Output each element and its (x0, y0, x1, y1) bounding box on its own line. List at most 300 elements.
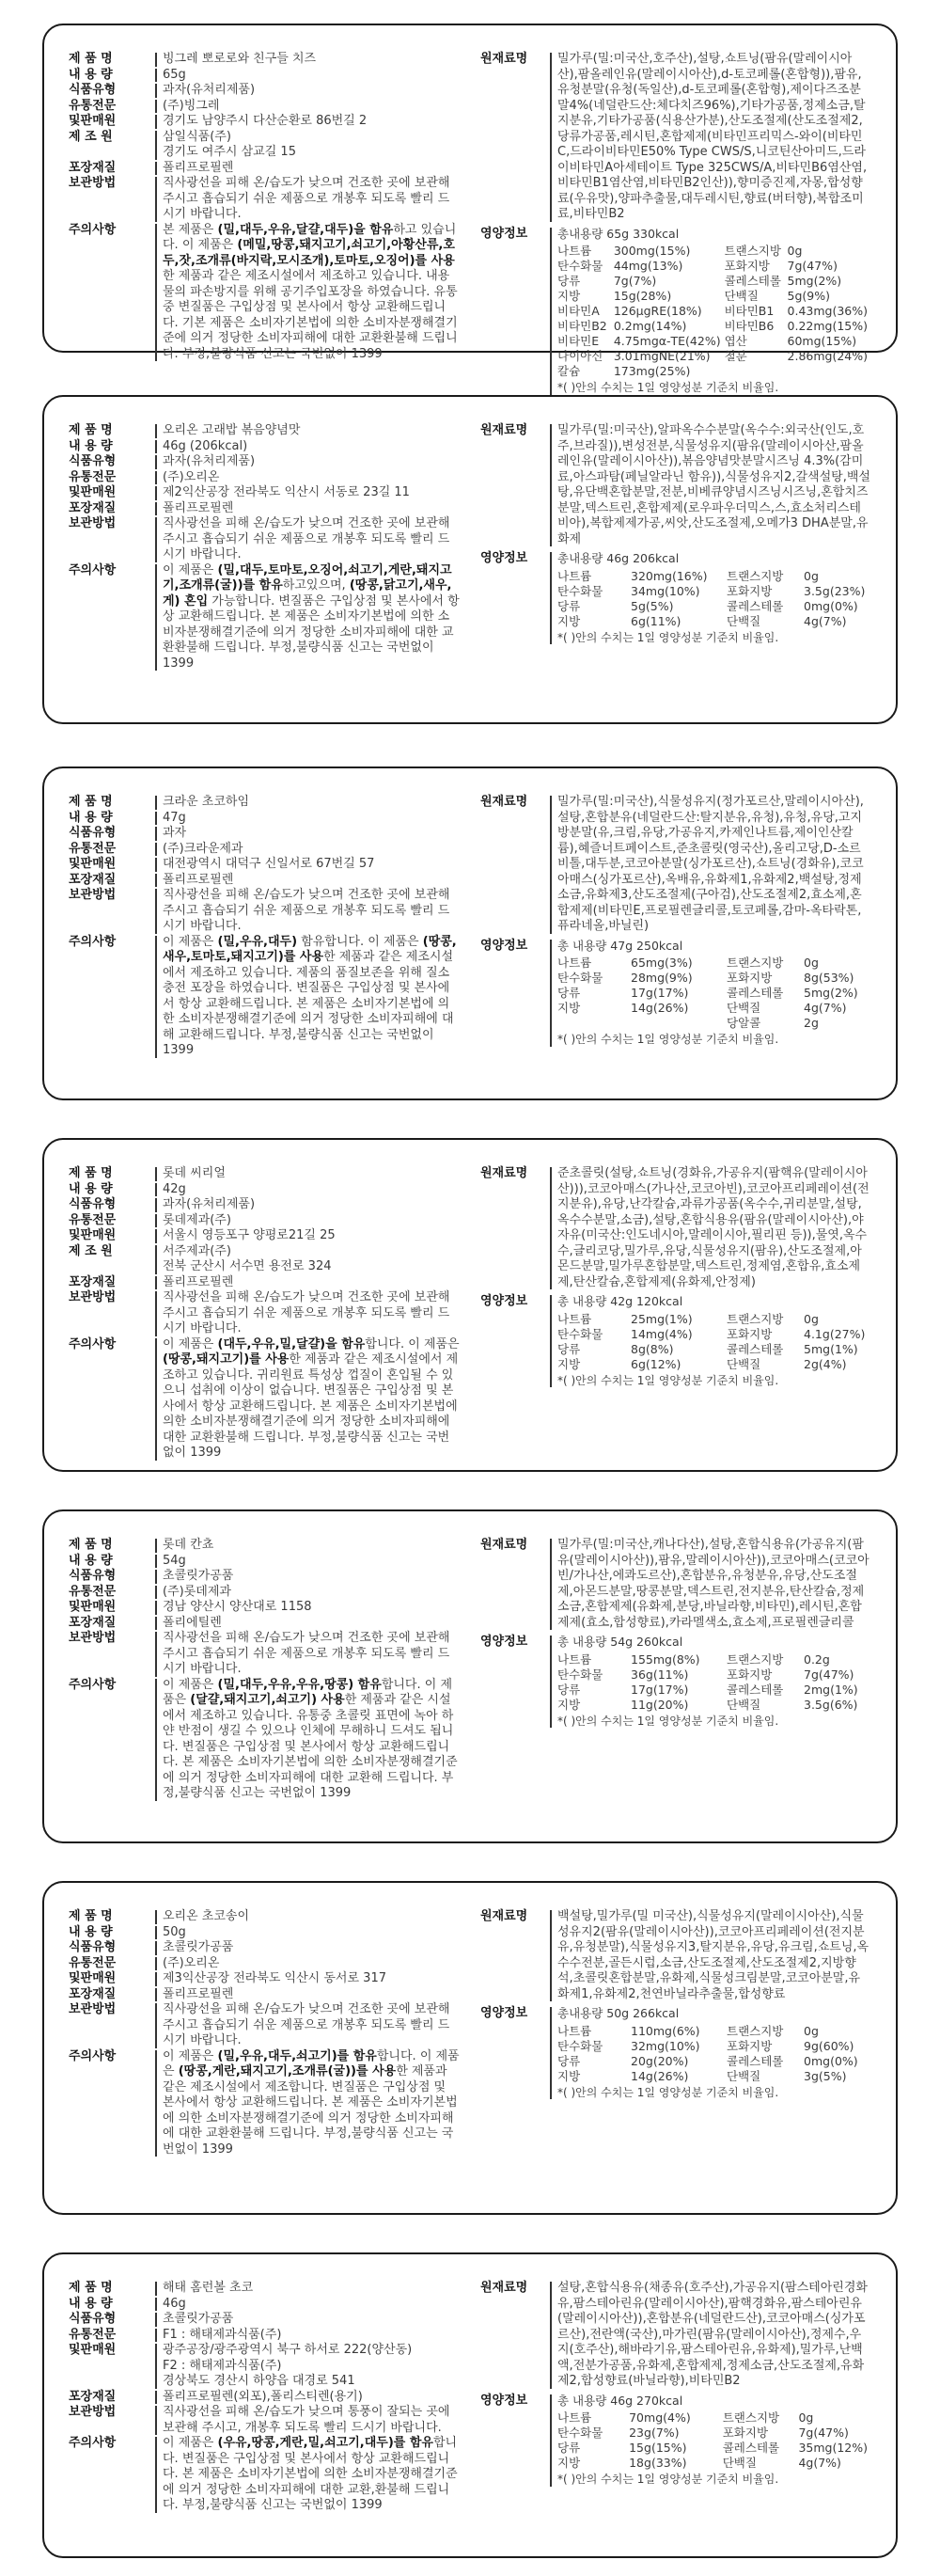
nutrient-value: 14g(26%) (631, 2068, 689, 2083)
nutrient-name: 나트륨 (557, 2023, 592, 2038)
field-label: 포장재질 (69, 2389, 117, 2404)
label-divider (155, 471, 157, 485)
field-value: 초콜릿가공품 (163, 1569, 234, 1583)
nutrition-label: 영양정보 (480, 1294, 528, 1308)
nutrition-header: 총 내용량 46g 270kcal (557, 2393, 683, 2408)
nutrient-name: 콜레스테롤 (727, 598, 784, 613)
nutrition-header: 총내용량 46g 206kcal (557, 551, 680, 565)
label-divider (155, 858, 157, 872)
nutrient-value: 17g(17%) (631, 1682, 689, 1697)
field-value: 직사광선을 피해 온/습도가 낮으며 통풍이 잘되는 곳에 보관해 주시고, 개봉후 되도록 빨리 드시기 바랍니다. (163, 2405, 450, 2435)
field-value: 오리온 고래밥 볶음양념맛 (163, 423, 301, 437)
field-value: 대전광역시 대덕구 신일서로 67번길 57 (163, 857, 375, 871)
label-divider (155, 1539, 157, 1553)
field-label: 제 품 명 (69, 1909, 113, 1923)
nutrition-table-row (557, 971, 862, 986)
ingredients-text: 백설탕,밀가루(밀 미국산),식물성유지(말레이시아산),식물성유지2(팜유(말레이시아산)),코코아프리페레이션(전지분유,유청분말),식물성유지3,탈지분유,유당,유크림,쇼트닝,옥수수전분,골든시럽,소금,산도조절제,산도조절제2,지방향석,초콜릿혼합분말,유화제,식물성크림분말,코코아분말,유화제1,유화제2,천연바닐라추출물,합성향료 (557, 1909, 870, 2001)
label-divider (550, 940, 552, 1047)
field-value: 46g (163, 2296, 186, 2311)
ingredients-text: 밀가루(밀:미국산,캐나다산),설탕,혼합식용유(가공유지(팜유(말레이시아산)),팜유,말레이시아산)),코코아매스(코코아빈/가나산,에콰도르산),혼합분유,유청분유,유당,산도조절제,아몬드분말,땅콩분말,덱스트린,전지분유,탄산칼슘,정제소금,혼합제제(유화제,분당,바닐라향,비타민),레시틴,혼합제제(효소,합성향료),카라멜색소,효소제,프로필렌글리콜 (557, 1538, 870, 1630)
nutrition-label: 영양정보 (480, 226, 528, 241)
field-label: 보관방법 (69, 516, 117, 530)
label-divider (550, 552, 552, 644)
nutrient-value: 60mg(15%) (787, 334, 857, 348)
nutrient-value: 320mg(16%) (631, 568, 708, 583)
product-info-column (69, 423, 460, 703)
label-divider (155, 424, 157, 438)
nutrient-value: 2g(4%) (804, 1356, 847, 1371)
info-row (69, 501, 460, 517)
label-divider (155, 812, 157, 826)
field-value: 직사광선을 피해 온/습도가 낮으며 건조한 곳에 보관해 주시고 흡습되기 쉬운 제품으로 개봉후 되도록 빨리 드시기 바랍니다. (163, 888, 450, 933)
nutrition-label: 영양정보 (480, 2393, 528, 2408)
nutrient-name: 지방 (557, 613, 581, 628)
nutrient-name: 포화지방 (722, 2426, 769, 2440)
nutrition-block (557, 1635, 871, 1729)
info-row (69, 1940, 460, 1956)
nutrient-value: 300mg(15%) (613, 244, 691, 258)
label-divider (155, 843, 157, 857)
label-divider (155, 162, 157, 176)
label-divider (550, 2394, 552, 2487)
nutrient-value: 20g(20%) (631, 2053, 689, 2068)
info-row (69, 516, 460, 563)
info-row (69, 223, 460, 363)
daily-value-note: *( )안의 수치는 1일 영양성분 기준치 비율임. (557, 1714, 779, 1728)
label-divider (155, 440, 157, 454)
nutrition-table (557, 2410, 871, 2471)
field-value: 42g (163, 1181, 186, 1196)
ingredients-text: 준초콜릿(설탕,쇼트닝(경화유,가공유지(팜핵유(말레이시아산))),코코아매스(가나산,코코아빈),코코아프리페레이션(전지분유),유당,난각칼슘,과류가공품(옥수수,귀리분말,설탕,옥수수분말,소금),설탕,혼합식용유(팜유(말레이시아산),야자유(미국산:인도네시아,말레이시아,필리핀 등)),물엿,옥수수,글리코당,밀가루,유당,식물성유지(팜유),산도조절제,아몬드분말,밀가루혼합분말,덱스트린,정제염,혼합유,효소제제,탄산칼슘,혼합제제(유화제,안정제) (557, 1166, 870, 1289)
info-row (69, 1971, 460, 1987)
label-divider (155, 455, 157, 469)
field-label: 포장재질 (69, 1986, 117, 2001)
nutrient-name: 지방 (557, 1697, 581, 1712)
field-label: 식품유형 (69, 83, 117, 97)
info-row (69, 1213, 460, 1229)
label-divider (155, 1586, 157, 1600)
nutrient-value: 0.2mg(14%) (613, 319, 687, 333)
label-divider (155, 2313, 157, 2327)
field-label: 제 품 명 (69, 2281, 113, 2295)
product-info-column (69, 1538, 460, 1823)
field-label: 주의사항 (69, 934, 117, 949)
nutrition-table-row (557, 364, 871, 379)
field-label: 보관방법 (69, 2405, 117, 2419)
ingredients-nutrition-column (480, 1166, 871, 1451)
product-card (42, 2252, 898, 2558)
info-row (69, 2343, 460, 2390)
label-divider (155, 1214, 157, 1228)
nutrient-value: 7g(7%) (613, 274, 657, 288)
ingredients-text: 설탕,혼합식용유(채종유(호주산),가공유지(팜스테아린경화유,팜스테아린유(말레이시아산),팜핵경화유,팜스테아린유(말레이시아산)),혼합분유(네덜란드산),코코아매스(싱가포르산),전란액(국산),마가린(팜유(말레이시아산),정제수,우지(호주산),해바라기유,팜스테아린유,유화제),밀가루,난백액,전분가공품,유화제,혼합제제,정제소금,산도조절제,유화제2,합성향료(바닐라향),비타민B2 (557, 2281, 868, 2388)
field-label: 유통전문 (69, 1955, 117, 1970)
field-label: 유통전문 (69, 1584, 117, 1599)
label-divider (155, 889, 157, 934)
nutrient-value: 0g (804, 568, 819, 583)
info-row (69, 1600, 460, 1616)
nutrient-name: 포화지방 (727, 1667, 773, 1682)
field-label: 제 품 명 (69, 795, 113, 809)
field-value: 이 제품은 (밀,우유,대두,쇠고기)를 함유합니다. 이 제품은 (땅콩,게란,돼지고기,조개류(굴))를 사용한 제품과 같은 제조시설에서 제조합니다. 변질품은 구입상점 및 본사에서 항상 교환해드립니다. 본 제품은 소비자기본법에 의한 소비자분쟁해결기준에 의거 정당한 소비자피해에 대한 교환환불해 드립니다. 부정,불량식품 신고는 국번없이 1399 (163, 2048, 460, 2157)
field-label: 제 조 원 (69, 1243, 113, 1258)
field-label: 및판매원 (69, 1228, 117, 1242)
info-row (69, 811, 460, 827)
field-value: 경기도 남양주시 다산순환로 86번길 2 (163, 114, 368, 128)
nutrient-name: 콜레스테롤 (722, 2441, 780, 2455)
field-label: 주의사항 (69, 1677, 117, 1692)
product-card (42, 395, 898, 724)
info-row (69, 423, 460, 439)
nutrition-table-row (557, 2039, 862, 2054)
nutrient-value: 0g (787, 244, 803, 258)
nutrient-value: 11g(20%) (631, 1697, 689, 1712)
allergen-highlight: (밀,우유,대두) (217, 934, 298, 949)
label-divider (550, 1295, 552, 1387)
field-value: 초콜릿가공품 (163, 1940, 234, 1954)
nutrient-name: 탄수화물 (557, 2426, 603, 2440)
nutrition-table-row (557, 334, 871, 349)
field-value: (주)롯데제과 (163, 1584, 231, 1599)
ingredients-text: 밀가루(밀:미국산),식물성유지(정가포르산,말레이시아산),설탕,혼합분유(네덜란드산:탈지분유,유청),유청,유당,고지방분말(유,크림,유당,가공유지,카제인나트륨,제이인산칼륨),혜즐너트페이스트,준초콜릿(영국산),올리고당,D-소르비톨,대두분,코코아분말(싱가포르산),쇼트닝(경화유),코코아매스(싱가포르산),옥배유,유화제1,유화제2,백설탕,정제소금,유화제3,산도조절제(구아검),산도조절제2,효소제,혼합제제(비타민E,프로필렌글리콜,토코페롤,감마-옥타락톤,퓨라네올,바닐린) (557, 795, 864, 933)
nutrient-name: 단백질 (727, 1697, 761, 1712)
nutrition-table-row (557, 304, 871, 319)
field-label: 내 용 량 (69, 1181, 113, 1196)
nutrient-name: 단백질 (727, 613, 761, 628)
label-divider (155, 2003, 157, 2048)
label-divider (155, 1276, 157, 1290)
allergen-highlight: (달걀,돼지고기,쇠고기) 사용 (190, 1693, 345, 1707)
info-row (69, 454, 460, 470)
ingredients-row (480, 1909, 871, 2002)
nutrient-value: 3.01mgNE(21%) (613, 349, 711, 363)
nutrient-value: 5g(9%) (787, 289, 830, 303)
nutrient-name: 비타민B6 (724, 319, 775, 333)
info-row (69, 1538, 460, 1554)
nutrition-header: 총내용량 50g 266kcal (557, 2006, 680, 2020)
nutrition-table-row (557, 986, 862, 1001)
label-divider (550, 53, 552, 222)
field-label: 내 용 량 (69, 1924, 113, 1939)
nutrient-value: 5mg(1%) (804, 1341, 858, 1356)
field-value: 크라운 초코하임 (163, 795, 250, 809)
field-label: 식품유형 (69, 454, 117, 468)
nutrient-value: 8g(8%) (631, 1341, 674, 1356)
nutrient-name: 당류 (557, 274, 581, 288)
field-label: 보관방법 (69, 888, 117, 902)
label-divider (155, 1570, 157, 1584)
nutrition-table-row (557, 2456, 871, 2471)
nutrient-value: 8g(53%) (804, 971, 854, 985)
nutrition-row (480, 227, 871, 396)
nutrient-value: 65mg(3%) (631, 956, 693, 970)
nutrient-value: 70mg(4%) (629, 2410, 691, 2425)
label-divider (155, 1988, 157, 2002)
nutrition-block (557, 551, 871, 645)
label-divider (155, 131, 157, 160)
field-value: 광주공장/광주광역시 북구 하서로 222(양산동) F2 : 해태제과식품(주) 경상북도 경산시 하양읍 대경로 541 (163, 2343, 413, 2388)
label-divider (155, 1601, 157, 1615)
ingredients-row (480, 1538, 871, 1631)
field-value: 과자(유처리제품) (163, 83, 256, 97)
nutrient-name: 포화지방 (727, 1326, 773, 1341)
field-value: 이 제품은 (밀,대두,토마토,오징어,쇠고기,게란,돼지고기,조개류(굴))를 함유하고있으며, (땅콩,닭고기,새우,게) 혼입 가능합니다. 변질품은 구입상점 및 본사에서 항상 교환해드립니다. 본 제품은 소비자기본법에 의한 소비자분쟁해결기준에 의거 정당한 소비자피해에 대한 교환환불해 드립니다. 부정,불량식품 신고는 국번없이 1399 (163, 562, 460, 671)
nutrition-block (557, 227, 871, 396)
nutrient-name: 트랜스지방 (727, 568, 784, 583)
nutrient-name: 트랜스지방 (722, 2410, 780, 2425)
nutrition-table-row (557, 1342, 869, 1357)
label-divider (155, 2050, 157, 2157)
label-divider (155, 84, 157, 98)
field-label: 및판매원 (69, 1971, 117, 1985)
info-row (69, 1275, 460, 1291)
label-divider (155, 177, 157, 222)
ingredients-label: 원재료명 (480, 52, 528, 66)
nutrient-value: 4.75mgα-TE(42%) (613, 334, 721, 348)
label-divider (550, 1636, 552, 1728)
label-divider (155, 2329, 157, 2343)
nutrient-name: 당류 (557, 1341, 581, 1356)
field-label: 내 용 량 (69, 438, 113, 453)
product-info-column (69, 1166, 460, 1460)
nutrition-table-row (557, 2426, 871, 2441)
field-value: (주)오리온 (163, 469, 220, 484)
nutrition-row (480, 2006, 871, 2100)
field-value: 삼일식품(주) 경기도 여주시 삼교길 15 (163, 129, 296, 159)
nutrient-value: 4.1g(27%) (804, 1326, 866, 1341)
field-value: 폴리프로필렌(외포),폴리스티렌(용기) (163, 2389, 363, 2404)
allergen-highlight: (대두,우유,밀,달걀)을 함유 (217, 1336, 366, 1351)
nutrition-header: 총내용량 65g 330kcal (557, 226, 680, 241)
field-label: 유통전문 (69, 98, 117, 113)
nutrient-value: 0.2g (804, 1651, 830, 1667)
nutrition-label: 영양정보 (480, 551, 528, 565)
nutrient-name: 콜레스테롤 (727, 1682, 784, 1697)
nutrient-value: 155mg(8%) (631, 1651, 700, 1667)
info-row (69, 1197, 460, 1213)
field-label: 내 용 량 (69, 2296, 113, 2311)
ingredients-label: 원재료명 (480, 1909, 528, 1923)
info-row (69, 1585, 460, 1601)
allergen-highlight: (땅콩,게란,돼지고기,조개류(굴))를 사용 (178, 2064, 397, 2078)
product-card (42, 24, 898, 394)
nutrient-name: 당알콜 (727, 1016, 761, 1030)
nutrient-name: 단백질 (724, 289, 759, 303)
label-divider (550, 1910, 552, 2001)
info-row (69, 857, 460, 873)
field-label: 포장재질 (69, 1274, 117, 1289)
nutrient-name: 단백질 (727, 1001, 761, 1015)
daily-value-note: *( )안의 수치는 1일 영양성분 기준치 비율임. (557, 381, 779, 394)
nutrition-table (557, 2024, 862, 2084)
nutrient-name: 엽산 (724, 334, 747, 348)
nutrient-name: 나트륨 (557, 1651, 592, 1667)
allergen-highlight: (땅콩,돼지고기)를 사용 (163, 1352, 290, 1367)
field-label: 식품유형 (69, 1569, 117, 1583)
field-value: 직사광선을 피해 온/습도가 낮으며 건조한 곳에 보관해 주시고 흡습되기 쉬운 제품으로 개봉후 되도록 빨리 드시기 바랍니다. (163, 1631, 450, 1676)
nutrition-table (557, 1652, 862, 1713)
label-divider (155, 1183, 157, 1197)
allergen-highlight: (밀,대두,우유,달걀,대두)을 함유 (217, 222, 394, 237)
field-value: F1 : 해태제과식품(주) (163, 2327, 282, 2342)
field-label: 보관방법 (69, 2002, 117, 2016)
allergen-highlight: (밀,대두,토마토,오징어,쇠고기,게란,돼지고기,조개류(굴))를 함유 (163, 562, 452, 593)
field-label: 식품유형 (69, 826, 117, 840)
field-value: 과자(유처리제품) (163, 1197, 256, 1211)
info-row (69, 161, 460, 177)
nutrient-name: 지방 (557, 1001, 581, 1015)
info-row (69, 2436, 460, 2514)
nutrient-value: 3.5g(23%) (804, 583, 866, 598)
info-row (69, 176, 460, 223)
label-divider (155, 1291, 157, 1336)
nutrient-name: 나트륨 (557, 2410, 592, 2425)
nutrient-name: 트랜스지방 (727, 2023, 784, 2038)
field-value: 직사광선을 피해 온/습도가 낮으며 건조한 곳에 보관해 주시고 흡습되기 쉬운 제품으로 개봉후 되도록 빨리 드시기 바랍니다. (163, 516, 450, 561)
info-row (69, 1244, 460, 1275)
field-value: 47g (163, 810, 186, 825)
ingredients-row (480, 2281, 871, 2390)
nutrition-header: 총 내용량 47g 250kcal (557, 938, 683, 953)
ingredients-nutrition-column (480, 1909, 871, 2194)
info-row (69, 1909, 460, 1925)
nutrient-value: 3g(5%) (804, 2068, 847, 2083)
ingredients-label: 원재료명 (480, 423, 528, 437)
label-divider (155, 224, 157, 362)
nutrient-value: 23g(7%) (629, 2426, 680, 2440)
info-row (69, 795, 460, 811)
info-row (69, 130, 460, 161)
field-value: 제2익산공장 전라북도 익산시 서동로 23길 11 (163, 485, 410, 499)
nutrient-value: 7g(47%) (798, 2426, 849, 2440)
nutrient-name: 당류 (557, 986, 581, 1000)
field-value: 서주제과(주) 전북 군산시 서수면 용전로 324 (163, 1243, 332, 1273)
nutrition-table-row (557, 2441, 871, 2456)
label-divider (155, 1229, 157, 1243)
field-label: 주의사항 (69, 562, 117, 577)
info-row (69, 1166, 460, 1182)
nutrient-value: 14mg(4%) (631, 1326, 693, 1341)
field-value: 롯데 씨리얼 (163, 1166, 226, 1180)
nutrition-table-row (557, 1327, 869, 1342)
field-value: 서울시 영등포구 양평로21길 25 (163, 1228, 336, 1242)
label-divider (155, 517, 157, 562)
info-row (69, 873, 460, 889)
ingredients-row (480, 795, 871, 935)
info-row (69, 1569, 460, 1585)
info-row (69, 826, 460, 842)
nutrient-value: 0g (804, 956, 819, 970)
label-divider (550, 228, 552, 395)
nutrient-value: 5mg(2%) (787, 274, 842, 288)
ingredients-nutrition-column (480, 795, 871, 1080)
label-divider (155, 53, 157, 67)
field-value: 직사광선을 피해 온/습도가 낮으며 건조한 곳에 보관해 주시고 흡습되기 쉬운 제품으로 개봉후 되도록 빨리 드시기 바랍니다. (163, 1290, 450, 1335)
field-label: 식품유형 (69, 1197, 117, 1211)
ingredients-row (480, 423, 871, 547)
field-value: 해태 홈런볼 초코 (163, 2281, 254, 2295)
field-label: 유통전문 (69, 841, 117, 856)
info-row (69, 1925, 460, 1941)
info-row (69, 1631, 460, 1678)
label-divider (550, 796, 552, 934)
ingredients-label: 원재료명 (480, 1538, 528, 1552)
ingredients-nutrition-column (480, 52, 871, 394)
allergen-highlight: (메밀,땅콩,돼지고기,쇠고기,아황산류,호두,잣,조개류(바지락,모시조개),토마토,오징어)를 사용 (163, 238, 455, 268)
nutrient-name: 포화지방 (727, 583, 773, 598)
nutrition-table (557, 1312, 869, 1372)
nutrient-name: 지방 (557, 1356, 581, 1371)
label-divider (155, 1941, 157, 1955)
nutrient-value: 126μgRE(18%) (613, 304, 702, 318)
nutrient-name: 비타민B2 (557, 319, 607, 333)
info-row (69, 935, 460, 1059)
nutrient-value: 110mg(6%) (631, 2023, 700, 2038)
field-label: 보관방법 (69, 1290, 117, 1304)
nutrition-table-row (557, 1667, 862, 1683)
nutrient-name: 철분 (724, 349, 747, 363)
info-row (69, 2281, 460, 2297)
label-divider (155, 936, 157, 1058)
nutrient-name: 당류 (557, 2441, 581, 2455)
field-label: 내 용 량 (69, 67, 113, 82)
nutrient-value: 5g(5%) (631, 598, 674, 613)
info-row (69, 2312, 460, 2328)
nutrient-name: 탄수화물 (557, 1326, 603, 1341)
product-info-column (69, 2281, 460, 2537)
field-label: 식품유형 (69, 1940, 117, 1954)
info-row (69, 114, 460, 130)
nutrient-name (725, 364, 788, 379)
field-value: 롯데 칸쵸 (163, 1538, 214, 1552)
label-divider (155, 1338, 157, 1461)
ingredients-label: 원재료명 (480, 2281, 528, 2295)
nutrient-value: 15g(15%) (629, 2441, 687, 2455)
field-label: 주의사항 (69, 222, 117, 237)
field-label: 포장재질 (69, 872, 117, 887)
nutrient-name: 나트륨 (557, 956, 592, 970)
nutrient-name: 나트륨 (557, 568, 592, 583)
ingredients-nutrition-column (480, 423, 871, 703)
nutrient-value: 0.22mg(15%) (787, 319, 868, 333)
field-label: 보관방법 (69, 1631, 117, 1645)
label-divider (155, 2344, 157, 2389)
product-info-column (69, 52, 460, 361)
nutrient-value: 4g(7%) (804, 613, 847, 628)
nutrient-name: 단백질 (727, 1356, 761, 1371)
nutrient-name: 포화지방 (724, 259, 770, 273)
field-label: 내 용 량 (69, 1553, 113, 1568)
label-divider (155, 69, 157, 83)
ingredients-label: 원재료명 (480, 795, 528, 809)
field-label: 주의사항 (69, 1336, 117, 1351)
field-value: 65g (163, 67, 186, 82)
nutrient-value: 25mg(1%) (631, 1311, 693, 1326)
nutrient-value: 0mg(0%) (804, 598, 858, 613)
label-divider (155, 1167, 157, 1181)
label-divider (155, 1617, 157, 1631)
nutrition-table-row (557, 1357, 869, 1372)
label-divider (155, 874, 157, 888)
field-label: 제 품 명 (69, 423, 113, 437)
ingredients-text: 밀가루(밀:미국산,호주산),설탕,쇼트닝(팜유(말레이시아산),팜올레인유(말레이시아산),d-토코페롤(혼합형)),팜유,유청분말(유청(독일산),d-토코페롤(혼합형),제이다즈조분말4%(네덜란드산:체다치즈96%),기타가공품,정제소금,탈지분유,기타가공품(식용산가분),산도조절제(산도조절제2,당류가공품,레시틴,혼합제제(비타민프리믹스-와이(비타민C,드라이비타민E50% Type CWS/S,니코틴산아미드,드라이비타민A아세테이트 Type 325CWS/A,비타민B6염산염,비타민B1염산염,비타민B2인산)),향미증진제,자몽,합성향료(우유맛),양파추출물,대두레시틴,향료(버터향),복합조미료,비타민B2 (557, 52, 868, 221)
label-divider (155, 100, 157, 114)
field-value: 본 제품은 (밀,대두,우유,달걀,대두)을 함유하고 있습니다. 이 제품은 (메밀,땅콩,돼지고기,쇠고기,아황산류,호두,잣,조개류(바지락,모시조개),토마토,오징어)를 사용한 제품과 같은 제조시설에서 제조하고 있습니다. 내용물의 파손방지를 위해 공기주입포장을 하였습니다. 유통중 변질품은 구입상점 및 본사에서 항상 교환해드립니다. 기본 제품은 소비자기본법에 의한 소비자분쟁해결기준에 의거 정당한 소비자피해에 대한 교환환불해 드립니다. 부정,불량식품 신고는 국번없이 1399 (163, 222, 458, 361)
field-value: 46g (206kcal) (163, 438, 248, 453)
nutrition-table-row (557, 349, 871, 364)
nutrition-table-row (557, 956, 862, 971)
nutrient-name: 지방 (557, 289, 581, 303)
